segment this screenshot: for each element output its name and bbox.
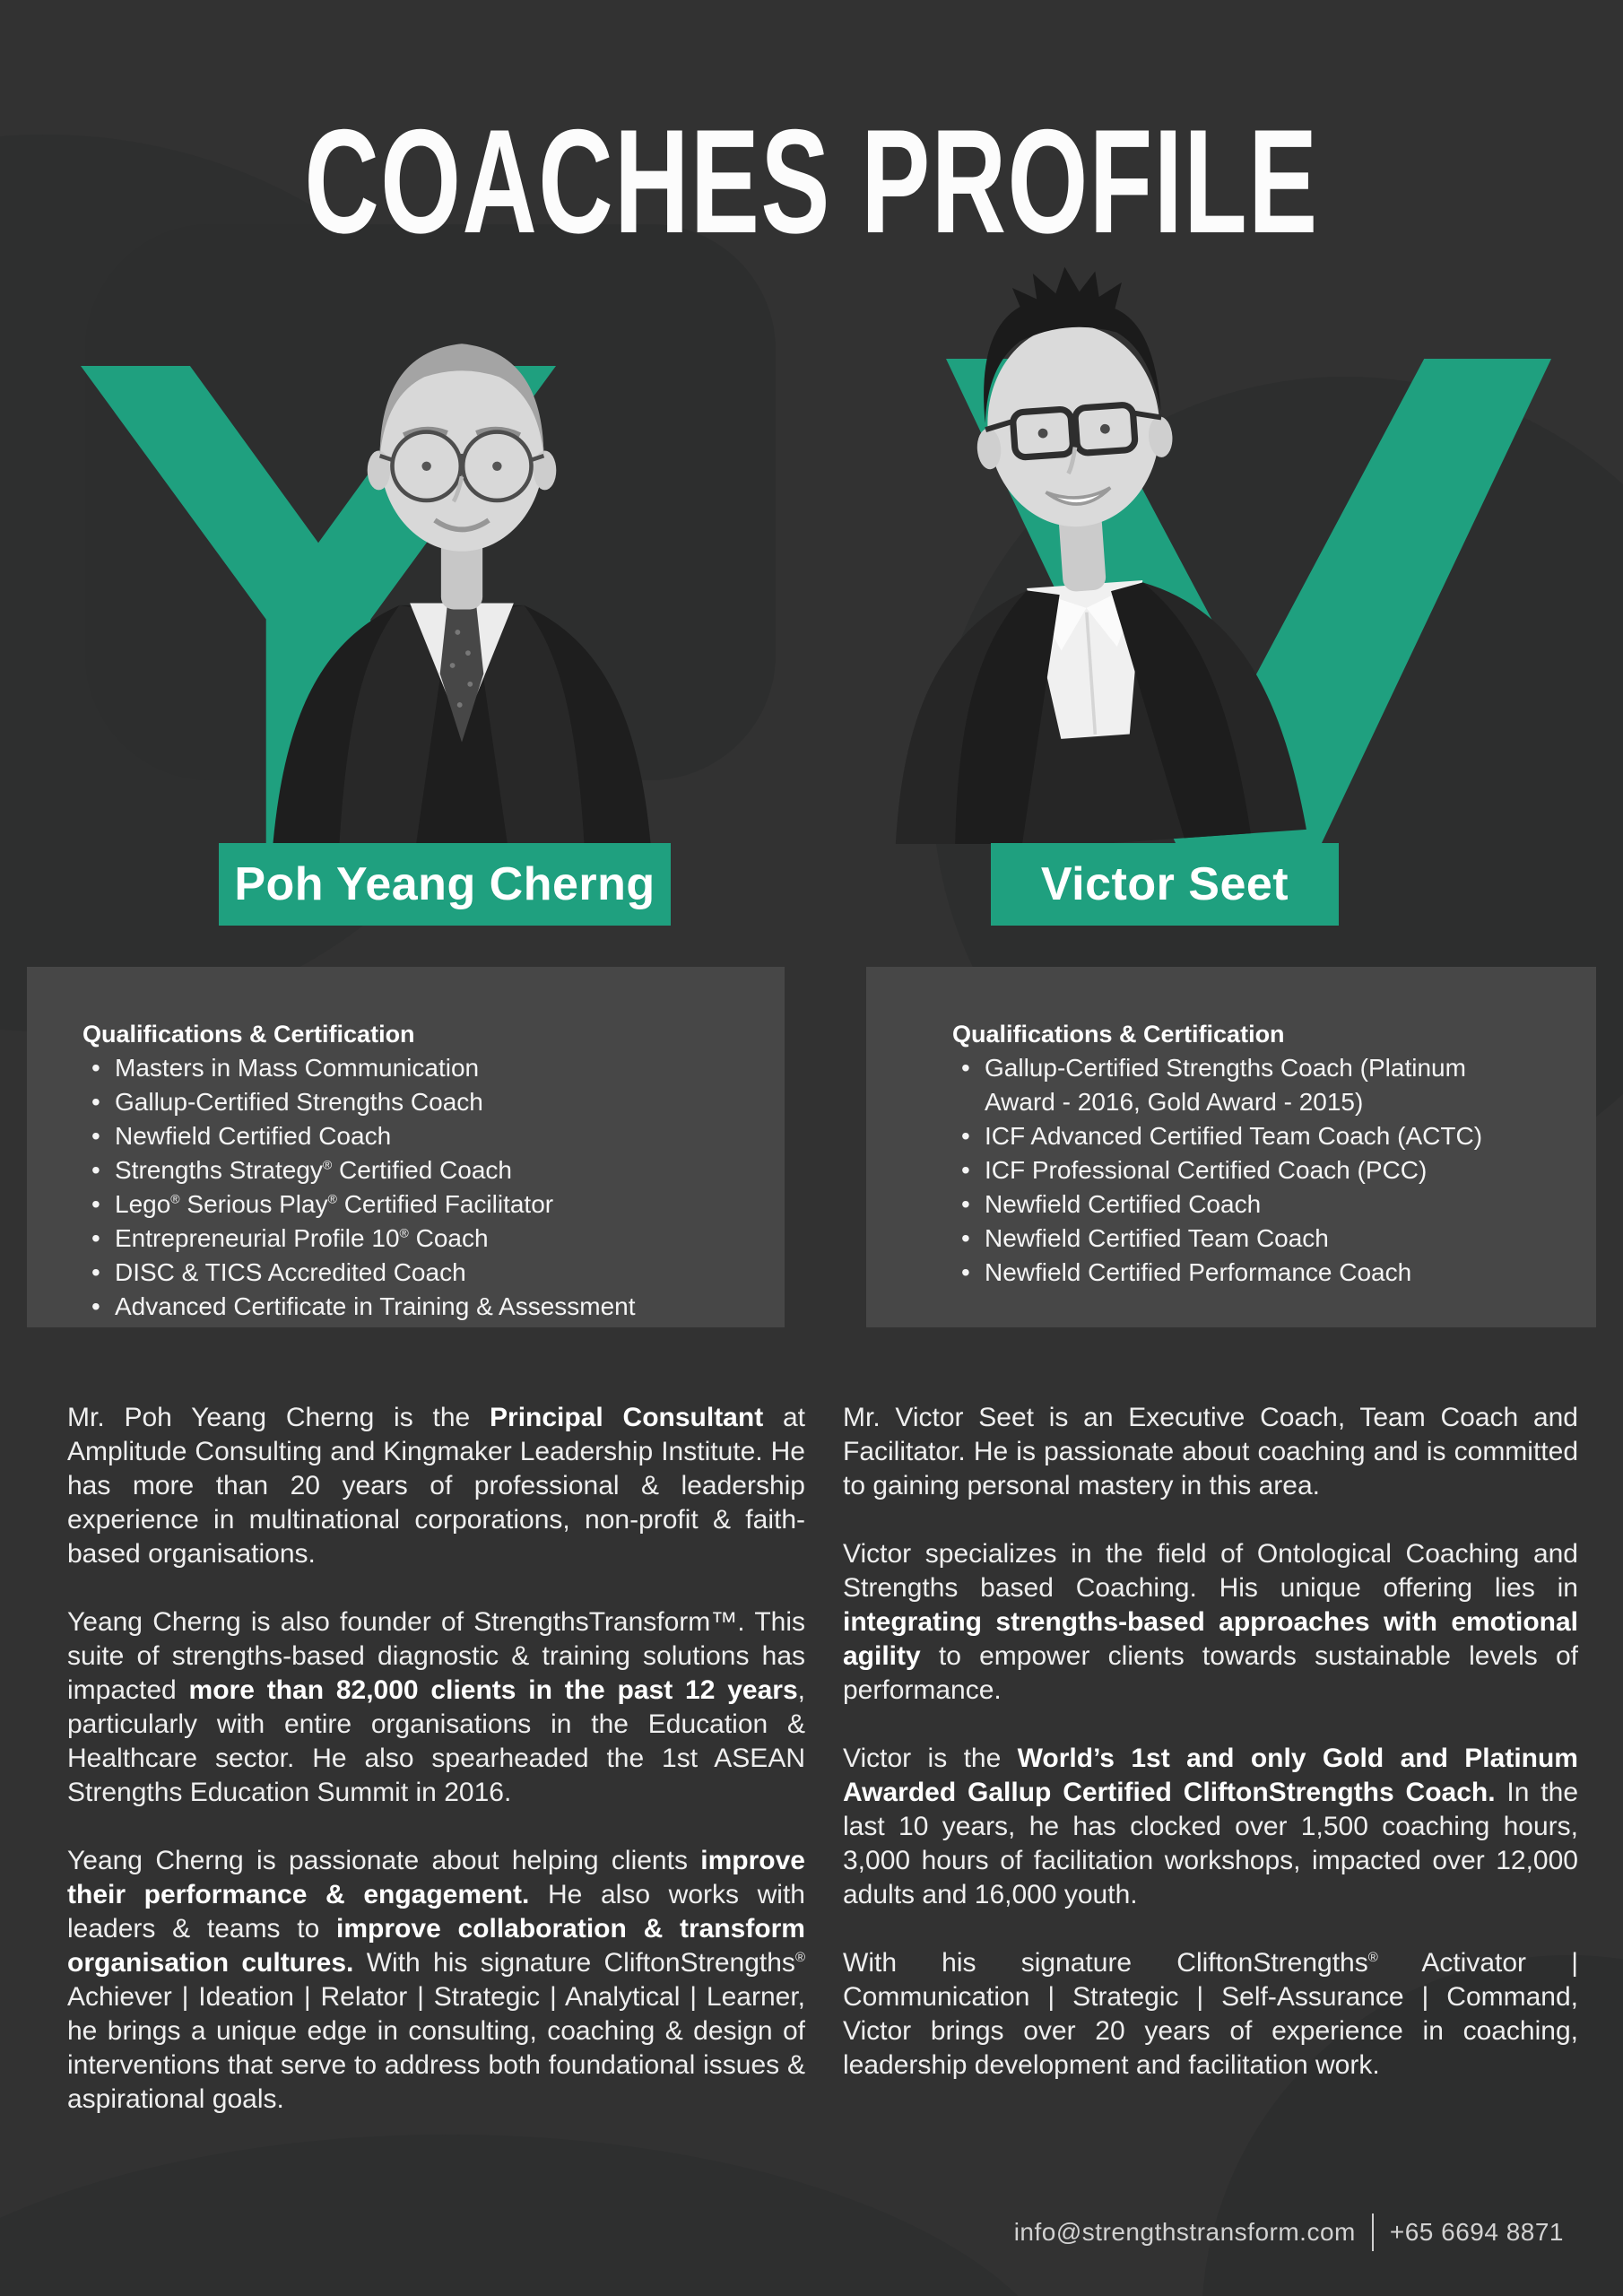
bio-paragraph: Victor specializes in the field of Ontological Coaching and Strengths based Coaching. His unique offering lies in integrating strengths-based approaches with emotional agility to empower clients towards sustainable levels of performance. — [843, 1539, 1578, 1705]
qualification-item: • Newfield Certified Coach — [82, 1119, 740, 1153]
contact-email: info@strengthstransform.com — [1013, 2218, 1356, 2246]
contact-phone: +65 6694 8871 — [1389, 2218, 1564, 2246]
qualification-item: • Strengths Strategy® Certified Coach — [82, 1153, 740, 1187]
qualifications-title: Qualifications & Certification — [952, 1021, 1285, 1048]
qualifications-title: Qualifications & Certification — [82, 1021, 415, 1048]
qualification-item: • Lego® Serious Play® Certified Facilitator — [82, 1187, 740, 1222]
qualification-item: • Masters in Mass Communication — [82, 1051, 740, 1085]
coach-bio-poh — [67, 1401, 805, 2117]
footer-divider — [1372, 2213, 1374, 2251]
qualification-item: • ICF Professional Certified Coach (PCC) — [952, 1153, 1533, 1187]
qualifications-list — [952, 1051, 1533, 1290]
qualifications-panel-victor — [866, 967, 1596, 1327]
contact-footer — [1014, 2213, 1564, 2251]
coach-name: Poh Yeang Cherng — [234, 858, 655, 910]
qualifications-panel-poh — [27, 967, 785, 1327]
poh-portrait-photo — [244, 263, 680, 844]
coach-name: Victor Seet — [1040, 858, 1289, 910]
coach-bio-victor — [843, 1401, 1578, 2083]
bio-paragraph: Mr. Poh Yeang Cherng is the Principal Consultant at Amplitude Consulting and Kingmaker Leadership Institute. He has more than 20 years of professional & leadership experience in multinational corporations, non-profit & faith-based organisations. — [67, 1403, 806, 1569]
qualification-item: • Gallup-Certified Strengths Coach — [82, 1085, 740, 1119]
qualification-item: • Newfield Certified Coach — [952, 1187, 1533, 1222]
qualification-item: • Newfield Certified Performance Coach — [952, 1256, 1533, 1290]
bio-paragraph: With his signature CliftonStrengths® Activator | Communication | Strategic | Self-Assurance | Command, Victor brings over 20 years of experience in coaching, leadership development and facilitation work. — [843, 1948, 1578, 2080]
bio-paragraph: Yeang Cherng is also founder of StrengthsTransform™. This suite of strengths-based diagnostic & training solutions has impacted more than 82,000 clients in the past 12 years, particularly with entire organisations in the Education & Healthcare sector. He also spearheaded the 1st ASEAN Strengths Education Summit in 2016. — [67, 1607, 805, 1807]
qualifications-list — [82, 1051, 740, 1324]
victor-portrait-photo — [854, 221, 1348, 844]
bio-paragraph: Yeang Cherng is passionate about helping clients improve their performance & engagement. He also works with leaders & teams to improve collaboration & transform organisation cultures. With his signature CliftonStrengths® Achiever | Ideation | Relator | Strategic | Analytical | Learner, he brings a unique edge in consulting, coaching & design of interventions that serve to address both foundational issues & aspirational goals. — [67, 1846, 805, 2114]
coach-name-banner-poh — [219, 843, 671, 926]
qualification-item: • Advanced Certificate in Training & Assessment — [82, 1290, 740, 1324]
qualification-item: • Entrepreneurial Profile 10® Coach — [82, 1222, 740, 1256]
bio-paragraph: Mr. Victor Seet is an Executive Coach, Team Coach and Facilitator. He is passionate about coaching and is committed to gaining personal mastery in this area. — [843, 1403, 1578, 1500]
bio-paragraph: Victor is the World’s 1st and only Gold and Platinum Awarded Gallup Certified CliftonStrengths Coach. In the last 10 years, he has clocked over 1,500 coaching hours, 3,000 hours of facilitation workshops, impacted over 12,000 adults and 16,000 youth. — [843, 1744, 1578, 1909]
qualification-item: • Gallup-Certified Strengths Coach (Platinum Award - 2016, Gold Award - 2015) — [952, 1051, 1533, 1119]
qualification-item: • DISC & TICS Accredited Coach — [82, 1256, 740, 1290]
qualification-item: • Newfield Certified Team Coach — [952, 1222, 1533, 1256]
background-blob — [0, 2135, 1076, 2296]
page-title: COACHES PROFILE — [304, 99, 1319, 264]
qualification-item: • ICF Advanced Certified Team Coach (ACTC) — [952, 1119, 1533, 1153]
coach-name-banner-victor — [991, 843, 1339, 926]
